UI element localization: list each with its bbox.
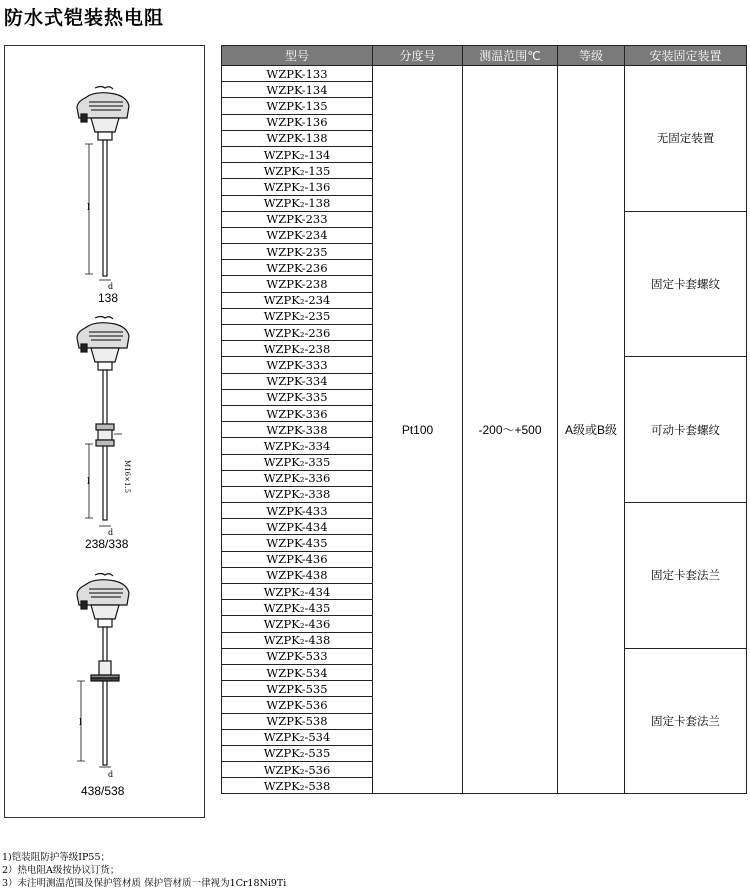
model-cell: WZPK-233 — [222, 211, 373, 227]
page-title: 防水式铠装热电阻 — [4, 7, 165, 29]
model-cell: WZPK-333 — [222, 357, 373, 373]
header-grade: 等级 — [558, 46, 625, 66]
model-cell: WZPK₂-438 — [222, 632, 373, 648]
mount-cell: 可动卡套螺纹 — [625, 357, 747, 503]
diameter-label-2: d — [108, 528, 114, 537]
model-cell: WZPK₂-335 — [222, 454, 373, 470]
table-row — [222, 66, 747, 82]
model-cell: WZPK-533 — [222, 648, 373, 664]
graduation-cell: Pt100 — [373, 66, 463, 794]
length-label-3: l — [79, 718, 82, 728]
model-cell: WZPK-334 — [222, 373, 373, 389]
mount-cell: 固定卡套法兰 — [625, 648, 747, 794]
notes — [2, 851, 286, 890]
model-label-238-338: 238/338 — [85, 537, 129, 551]
model-cell: WZPK-433 — [222, 503, 373, 519]
sensor-438-538-diagram — [65, 571, 165, 781]
model-cell: WZPK-538 — [222, 713, 373, 729]
model-cell: WZPK₂-435 — [222, 600, 373, 616]
thread-label: M16×1.5 — [123, 460, 131, 494]
diameter-label-3: d — [108, 770, 114, 779]
model-cell: WZPK₂-535 — [222, 745, 373, 761]
model-cell: WZPK-235 — [222, 244, 373, 260]
model-cell: WZPK-335 — [222, 389, 373, 405]
model-cell: WZPK₂-234 — [222, 292, 373, 308]
table-header-row — [222, 46, 747, 66]
model-cell: WZPK-438 — [222, 567, 373, 583]
model-cell: WZPK-136 — [222, 114, 373, 130]
model-cell: WZPK₂-336 — [222, 470, 373, 486]
model-label-138: 138 — [98, 291, 119, 305]
model-cell: WZPK₂-136 — [222, 179, 373, 195]
model-label-438-538: 438/538 — [81, 784, 125, 798]
table-body — [222, 66, 747, 794]
diagram-panel — [4, 45, 205, 818]
spec-table — [221, 45, 747, 794]
model-cell: WZPK-238 — [222, 276, 373, 292]
model-cell: WZPK-134 — [222, 82, 373, 98]
mount-cell: 无固定装置 — [625, 66, 747, 212]
sensor-138-diagram — [65, 84, 145, 299]
model-cell: WZPK-534 — [222, 664, 373, 680]
header-graduation: 分度号 — [373, 46, 463, 66]
note-item: 3）未注明测温范围及保护管材质 保护管材质一律视为1Cr18Ni9Ti — [2, 878, 287, 889]
model-cell: WZPK₂-436 — [222, 616, 373, 632]
note-item: 2）热电阻A级按协议订货； — [2, 865, 120, 876]
model-cell: WZPK-434 — [222, 519, 373, 535]
sensor-238-338-diagram — [65, 314, 165, 539]
mount-cell: 固定卡套法兰 — [625, 503, 747, 649]
model-cell: WZPK-133 — [222, 66, 373, 82]
model-cell: WZPK-435 — [222, 535, 373, 551]
model-cell: WZPK₂-235 — [222, 308, 373, 324]
model-cell: WZPK-138 — [222, 130, 373, 146]
model-cell: WZPK₂-534 — [222, 729, 373, 745]
model-cell: WZPK-236 — [222, 260, 373, 276]
model-cell: WZPK₂-134 — [222, 146, 373, 162]
mount-cell: 固定卡套螺纹 — [625, 211, 747, 357]
range-cell: -200～+500 — [463, 66, 558, 794]
model-cell: WZPK₂-338 — [222, 486, 373, 502]
header-model: 型号 — [222, 46, 373, 66]
model-cell: WZPK₂-236 — [222, 325, 373, 341]
grade-cell: A级或B级 — [558, 66, 625, 794]
model-cell: WZPK-336 — [222, 405, 373, 421]
model-cell: WZPK₂-538 — [222, 778, 373, 794]
model-cell: WZPK₂-238 — [222, 341, 373, 357]
model-cell: WZPK-135 — [222, 98, 373, 114]
model-cell: WZPK₂-334 — [222, 438, 373, 454]
note-item: 1)铠装阻防护等级IP55； — [2, 852, 110, 863]
model-cell: WZPK-535 — [222, 681, 373, 697]
model-cell: WZPK₂-536 — [222, 762, 373, 778]
length-label-1: l — [87, 203, 90, 213]
diameter-label-1: d — [108, 282, 114, 291]
model-cell: WZPK-234 — [222, 227, 373, 243]
model-cell: WZPK₂-138 — [222, 195, 373, 211]
model-cell: WZPK-536 — [222, 697, 373, 713]
model-cell: WZPK₂-135 — [222, 163, 373, 179]
model-cell: WZPK-436 — [222, 551, 373, 567]
header-mount: 安装固定装置 — [625, 46, 747, 66]
model-cell: WZPK-338 — [222, 422, 373, 438]
model-cell: WZPK₂-434 — [222, 584, 373, 600]
header-range: 测温范围℃ — [463, 46, 558, 66]
length-label-2: l — [87, 477, 90, 487]
